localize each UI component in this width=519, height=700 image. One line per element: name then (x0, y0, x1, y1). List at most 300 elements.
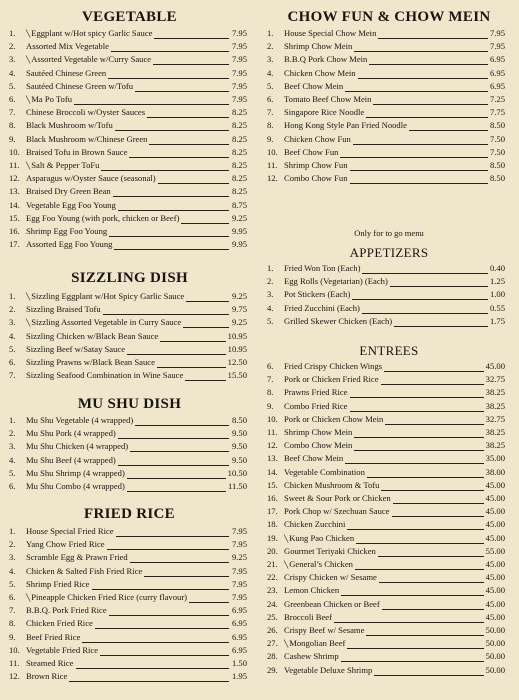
menu-item (259, 400, 519, 413)
menu-item (259, 598, 519, 611)
item-price: 1.95 (231, 671, 247, 682)
menu-item (0, 631, 259, 644)
item-price: 9.50 (231, 428, 247, 439)
item-name (284, 386, 350, 399)
item-number: 5. (9, 467, 16, 478)
item-number: 17. (267, 506, 278, 517)
item-price: 45.00 (485, 493, 505, 503)
item-price: 7.95 (231, 565, 247, 576)
item-name (284, 288, 352, 301)
item-name (26, 53, 153, 67)
item-price: 45.00 (485, 361, 505, 371)
item-number: 2. (267, 41, 274, 52)
menu-item (259, 492, 519, 505)
item-name-text: Brown Rice (26, 671, 68, 682)
item-number: 14. (267, 466, 278, 477)
item-name-text: B.B.Q Pork Chow Mein (284, 54, 368, 65)
item-price: 6.95 (231, 618, 247, 629)
menu-item (0, 565, 259, 578)
menu-item (0, 67, 259, 80)
item-name (26, 172, 158, 185)
item-name-text: Chinese Broccoli w/Oyster Sauces (26, 107, 146, 118)
item-number: 12. (9, 173, 20, 184)
menu-item (0, 657, 259, 670)
item-number: 2. (267, 276, 274, 287)
menu-item (0, 617, 259, 630)
item-name (284, 479, 381, 492)
item-name (26, 467, 127, 480)
item-name-text: Egg Rolls (Vegetarian) (Each) (284, 276, 388, 287)
item-name-text: Fried Won Ton (Each) (284, 263, 361, 273)
item-name-text: Sizzling Assorted Vegetable in Curry Sauce (31, 317, 182, 328)
item-name (284, 584, 341, 597)
item-name-text: Mu Shu Vegetable (4 wrapped) (26, 415, 134, 425)
item-price: 45.00 (485, 532, 505, 543)
item-name (26, 440, 130, 453)
item-number: 4. (9, 67, 16, 78)
item-number: 3. (9, 317, 16, 328)
item-number: 6. (9, 592, 16, 602)
item-name (26, 565, 144, 578)
item-name-text: Combo Chow Mein (284, 440, 353, 451)
item-name-text: Assorted Vegetable w/Curry Sauce (31, 54, 152, 65)
item-name-text: Ma Po Tofu (31, 94, 72, 104)
menu-item (0, 644, 259, 657)
menu-item (259, 67, 519, 80)
item-number: 6. (267, 94, 274, 104)
item-name (26, 40, 111, 53)
item-price: 10.95 (227, 343, 247, 354)
menu-item (0, 578, 259, 591)
menu-item (259, 275, 519, 288)
menu-item (259, 624, 519, 637)
item-price: 8.25 (231, 186, 247, 197)
item-name (284, 133, 353, 146)
menu-item (0, 591, 259, 604)
item-name-text: Egg Foo Young (with pork, chicken or Beef) (26, 212, 180, 223)
item-number: 5. (267, 315, 274, 326)
item-number: 4. (9, 454, 16, 465)
item-name (26, 617, 95, 630)
item-name-text: Kung Pao Chicken (289, 532, 355, 543)
item-price: 32.75 (485, 413, 505, 424)
item-price: 45.00 (485, 598, 505, 609)
item-number: 21. (267, 559, 278, 569)
menu-item (0, 80, 259, 93)
item-number: 20. (267, 545, 278, 556)
item-name (26, 631, 82, 644)
item-name (26, 644, 100, 657)
item-number: 9. (9, 133, 16, 144)
menu-item (0, 106, 259, 119)
menu-item (259, 159, 519, 172)
item-name (284, 275, 390, 288)
item-number: 11. (267, 160, 278, 170)
item-price: 9.25 (231, 552, 247, 563)
chili-pepper-icon: ╲ (26, 319, 31, 328)
item-price: 9.50 (231, 441, 247, 452)
item-number: 5. (9, 578, 16, 589)
item-number: 17. (9, 239, 20, 250)
item-number: 18. (267, 519, 278, 530)
item-number: 1. (9, 526, 16, 536)
item-number: 10. (9, 146, 20, 157)
item-number: 7. (267, 374, 274, 385)
item-name-text: Mu Shu Beef (4 wrapped) (26, 454, 116, 465)
item-price: 45.00 (485, 479, 505, 490)
item-name (284, 452, 345, 465)
menu-item (259, 288, 519, 301)
item-price: 12.50 (227, 357, 247, 367)
item-price: 45.00 (485, 585, 505, 596)
item-name (284, 106, 366, 119)
item-number: 3. (9, 552, 16, 563)
item-name (26, 343, 127, 356)
item-price: 7.95 (231, 28, 247, 38)
item-name-text: Sautéed Chinese Green w/Tofu (26, 80, 134, 91)
item-name (284, 650, 341, 663)
item-name-text: General’s Chicken (289, 559, 353, 569)
menu-item (0, 343, 259, 356)
menu-item (0, 440, 259, 453)
item-name (284, 505, 392, 518)
item-number: 12. (267, 173, 278, 184)
item-name (26, 330, 160, 343)
menu-item (0, 330, 259, 343)
item-price: 15.50 (227, 370, 247, 381)
menu-item (259, 27, 519, 40)
item-price: 7.95 (231, 94, 247, 104)
item-name (26, 578, 92, 591)
item-name (284, 439, 354, 452)
chili-pepper-icon: ╲ (26, 594, 31, 602)
item-name-text: Assorted Egg Foo Young (26, 239, 113, 250)
item-price: 8.50 (489, 160, 505, 170)
menu-item (0, 369, 259, 382)
item-name (26, 525, 116, 538)
item-price: 38.25 (485, 387, 505, 398)
vegetable-title: VEGETABLE (82, 9, 177, 25)
item-name-text: Prawns Fried Rice (284, 387, 348, 398)
item-price: 55.00 (485, 545, 505, 556)
item-name-text: Shrimp Egg Foo Young (26, 226, 108, 236)
item-name (284, 159, 350, 172)
item-price: 1.75 (489, 315, 505, 326)
item-name (26, 238, 114, 251)
item-name (284, 492, 393, 505)
menu-item (259, 611, 519, 624)
menu-item (259, 439, 519, 452)
item-number: 16. (267, 493, 278, 503)
item-name (26, 119, 115, 132)
item-name (284, 466, 367, 479)
item-price: 50.00 (485, 664, 505, 675)
item-number: 3. (9, 441, 16, 452)
item-number: 16. (9, 226, 20, 236)
menu-item (259, 386, 519, 399)
item-name (284, 67, 358, 80)
item-name (284, 558, 355, 572)
item-name-text: B.B.Q. Pork Fried Rice (26, 605, 107, 616)
item-number: 1. (267, 28, 274, 38)
item-name (284, 360, 384, 373)
item-number: 10. (9, 644, 20, 655)
item-price: 6.95 (231, 631, 247, 642)
item-name (26, 356, 157, 369)
item-name-text: Braised Tofu in Brown Sauce (26, 146, 128, 157)
item-name-text: Vegetable Combination (284, 466, 365, 477)
menu-item (259, 302, 519, 315)
item-price: 38.25 (485, 400, 505, 411)
item-name-text: Sizzling Seafood Combination in Wine Sauce (26, 370, 184, 381)
item-name-text: Yang Chow Fried Rice (26, 539, 105, 550)
menu-item (259, 360, 519, 373)
sizzling-title: SIZZLING DISH (71, 270, 188, 286)
item-price: 50.00 (485, 638, 505, 649)
item-name (284, 146, 340, 159)
item-number: 28. (267, 651, 278, 662)
menu-item (0, 551, 259, 564)
item-name-text: Sizzling Prawns w/Black Bean Sauce (26, 357, 155, 367)
item-name (26, 480, 127, 493)
menu-item (0, 356, 259, 369)
item-name (26, 290, 186, 304)
item-name-text: Pork or Chicken Fried Rice (284, 374, 379, 385)
item-number: 13. (9, 186, 20, 197)
menu-item (259, 315, 519, 328)
item-name (26, 604, 109, 617)
item-price: 6.95 (231, 644, 247, 655)
item-name-text: Black Mushroom w/Chinese Green (26, 133, 148, 144)
item-price: 8.50 (489, 120, 505, 131)
item-name (284, 532, 356, 546)
item-number: 29. (267, 664, 278, 675)
item-price: 7.95 (231, 578, 247, 589)
item-price: 7.25 (489, 94, 505, 104)
item-name-text: Hong Kong Style Pan Fried Noodle (284, 120, 407, 131)
menu-item (259, 93, 519, 106)
item-price: 50.00 (485, 625, 505, 635)
item-number: 8. (9, 618, 16, 629)
item-name-text: Vegetable Egg Foo Young (26, 199, 116, 210)
item-name-text: Beef Chow Mein (284, 453, 344, 464)
item-number: 7. (267, 107, 274, 118)
item-number: 8. (267, 120, 274, 131)
item-price: 9.50 (231, 454, 247, 465)
menu-item (259, 650, 519, 663)
menu-item (259, 518, 519, 531)
item-price: 8.25 (231, 146, 247, 157)
item-name (26, 106, 147, 119)
item-price: 1.00 (489, 289, 505, 300)
item-number: 3. (267, 54, 274, 65)
item-name (284, 315, 394, 328)
menu-item (259, 133, 519, 146)
menu-item (259, 172, 519, 185)
item-number: 3. (9, 54, 16, 65)
item-name-text: Tomato Beef Chow Mein (284, 94, 372, 104)
item-name-text: Asparagus w/Oyster Sauce (seasonal) (26, 173, 156, 184)
item-number: 1. (267, 263, 274, 273)
menu-item (0, 538, 259, 551)
item-name (26, 133, 149, 146)
appetizers-title: APPETIZERS (349, 245, 429, 260)
item-price: 8.50 (489, 173, 505, 184)
item-name-text: Chicken Zucchini (284, 519, 346, 530)
menu-item (259, 146, 519, 159)
item-number: 11. (9, 160, 20, 170)
item-name (284, 598, 382, 611)
item-name-text: Mu Shu Pork (4 wrapped) (26, 428, 116, 439)
menu-item (0, 238, 259, 251)
item-price: 9.25 (231, 212, 247, 223)
item-price: 6.95 (489, 80, 505, 91)
item-number: 25. (267, 611, 278, 622)
item-number: 14. (9, 199, 20, 210)
item-name (284, 545, 378, 558)
item-price: 45.00 (485, 611, 505, 622)
menu-item (259, 373, 519, 386)
menu-item (0, 172, 259, 185)
item-number: 12. (9, 671, 20, 682)
item-number: 4. (267, 67, 274, 78)
chili-pepper-icon: ╲ (284, 561, 289, 569)
item-number: 26. (267, 625, 278, 635)
item-name (26, 93, 74, 107)
item-price: 10.50 (227, 467, 247, 478)
item-name (284, 80, 345, 93)
item-price: 32.75 (485, 374, 505, 385)
item-name (26, 225, 109, 238)
item-name (26, 551, 130, 564)
menu-item (0, 414, 259, 427)
menu-item (259, 637, 519, 650)
item-price: 35.00 (485, 453, 505, 464)
item-number: 7. (9, 370, 16, 381)
menu-item (0, 159, 259, 172)
item-name (284, 262, 362, 275)
menu-item (0, 53, 259, 66)
item-price: 7.95 (231, 41, 247, 52)
item-number: 10. (267, 146, 278, 157)
menu-item (0, 604, 259, 617)
item-number: 9. (267, 133, 274, 144)
item-name (26, 591, 189, 605)
item-name-text: Broccoli Beef (284, 611, 332, 622)
menu-item (259, 80, 519, 93)
item-name-text: Assorted Mix Vegetable (26, 41, 109, 52)
item-number: 13. (267, 453, 278, 464)
item-name (26, 159, 101, 173)
item-price: 7.95 (231, 54, 247, 65)
item-name-text: Black Mushroom w/Tofu (26, 120, 113, 131)
item-name-text: Beef Chow Mein (284, 80, 344, 91)
item-number: 5. (267, 80, 274, 91)
item-name-text: Salt & Pepper ToFu (31, 160, 100, 170)
chowfun-title: CHOW FUN & CHOW MEIN (287, 9, 491, 25)
item-name-text: Gourmet Teriyaki Chicken (284, 545, 376, 556)
item-price: 38.25 (485, 427, 505, 437)
item-price: 50.00 (485, 651, 505, 662)
item-name (284, 624, 366, 637)
menu-item (0, 303, 259, 316)
item-price: 7.50 (489, 146, 505, 157)
item-name-text: Shrimp Chow Mein (284, 427, 353, 437)
menu-item (0, 427, 259, 440)
entrees-title: ENTREES (359, 343, 419, 358)
item-price: 9.95 (231, 226, 247, 236)
menu-item (259, 466, 519, 479)
item-price: 6.95 (489, 67, 505, 78)
menu-item (259, 545, 519, 558)
item-number: 7. (9, 107, 16, 118)
item-name-text: Mu Shu Combo (4 wrapped) (26, 481, 125, 491)
item-name-text: Pork or Chicken Chow Mein (284, 413, 384, 424)
item-number: 2. (9, 304, 16, 315)
item-name-text: Sizzling Eggplant w/Hot Spicy Garlic Sauce (31, 291, 185, 301)
menu-item (259, 413, 519, 426)
item-name-text: House Special Fried Rice (26, 526, 114, 536)
item-price: 7.95 (231, 526, 247, 536)
item-number: 5. (9, 343, 16, 354)
item-name (26, 657, 76, 670)
item-price: 7.95 (231, 67, 247, 78)
item-name (26, 146, 129, 159)
item-name (26, 67, 108, 80)
item-price: 7.95 (231, 80, 247, 91)
item-name-text: Combo Fried Rice (284, 400, 348, 411)
menu-item (0, 119, 259, 132)
item-price: 9.25 (231, 317, 247, 328)
item-number: 1. (9, 415, 16, 425)
item-name-text: Crispy Beef w/ Sesame (284, 625, 365, 635)
chili-pepper-icon: ╲ (284, 640, 289, 649)
item-price: 8.75 (231, 199, 247, 210)
item-number: 8. (9, 120, 16, 131)
chili-pepper-icon: ╲ (26, 162, 31, 170)
item-number: 4. (267, 302, 274, 313)
item-price: 38.25 (485, 440, 505, 451)
item-number: 12. (267, 440, 278, 451)
menu-item (259, 571, 519, 584)
item-price: 38.00 (485, 466, 505, 477)
item-name-text: Grilled Skewer Chicken (Each) (284, 315, 393, 326)
item-name-text: Scramble Egg & Prawn Fried (26, 552, 128, 563)
menu-item (259, 584, 519, 597)
item-name (284, 664, 374, 677)
item-price: 11.50 (227, 481, 247, 491)
item-name (284, 27, 378, 40)
item-name-text: Beef Chow Fun (284, 146, 339, 157)
item-number: 4. (9, 565, 16, 576)
item-name (284, 302, 362, 315)
item-price: 9.25 (231, 291, 247, 301)
item-name (284, 400, 350, 413)
item-name (284, 40, 354, 53)
item-price: 8.25 (231, 107, 247, 118)
item-name-text: Shrimp Chow Mein (284, 41, 353, 52)
item-name (284, 119, 409, 132)
menu-item (259, 426, 519, 439)
item-name (26, 670, 69, 683)
item-name (26, 27, 154, 41)
menu-item (259, 505, 519, 518)
item-name-text: Pot Stickers (Each) (284, 289, 351, 300)
item-price: 0.40 (489, 263, 505, 273)
item-number: 19. (267, 532, 278, 543)
item-name (284, 426, 354, 439)
item-name-text: Fried Zucchini (Each) (284, 302, 360, 313)
